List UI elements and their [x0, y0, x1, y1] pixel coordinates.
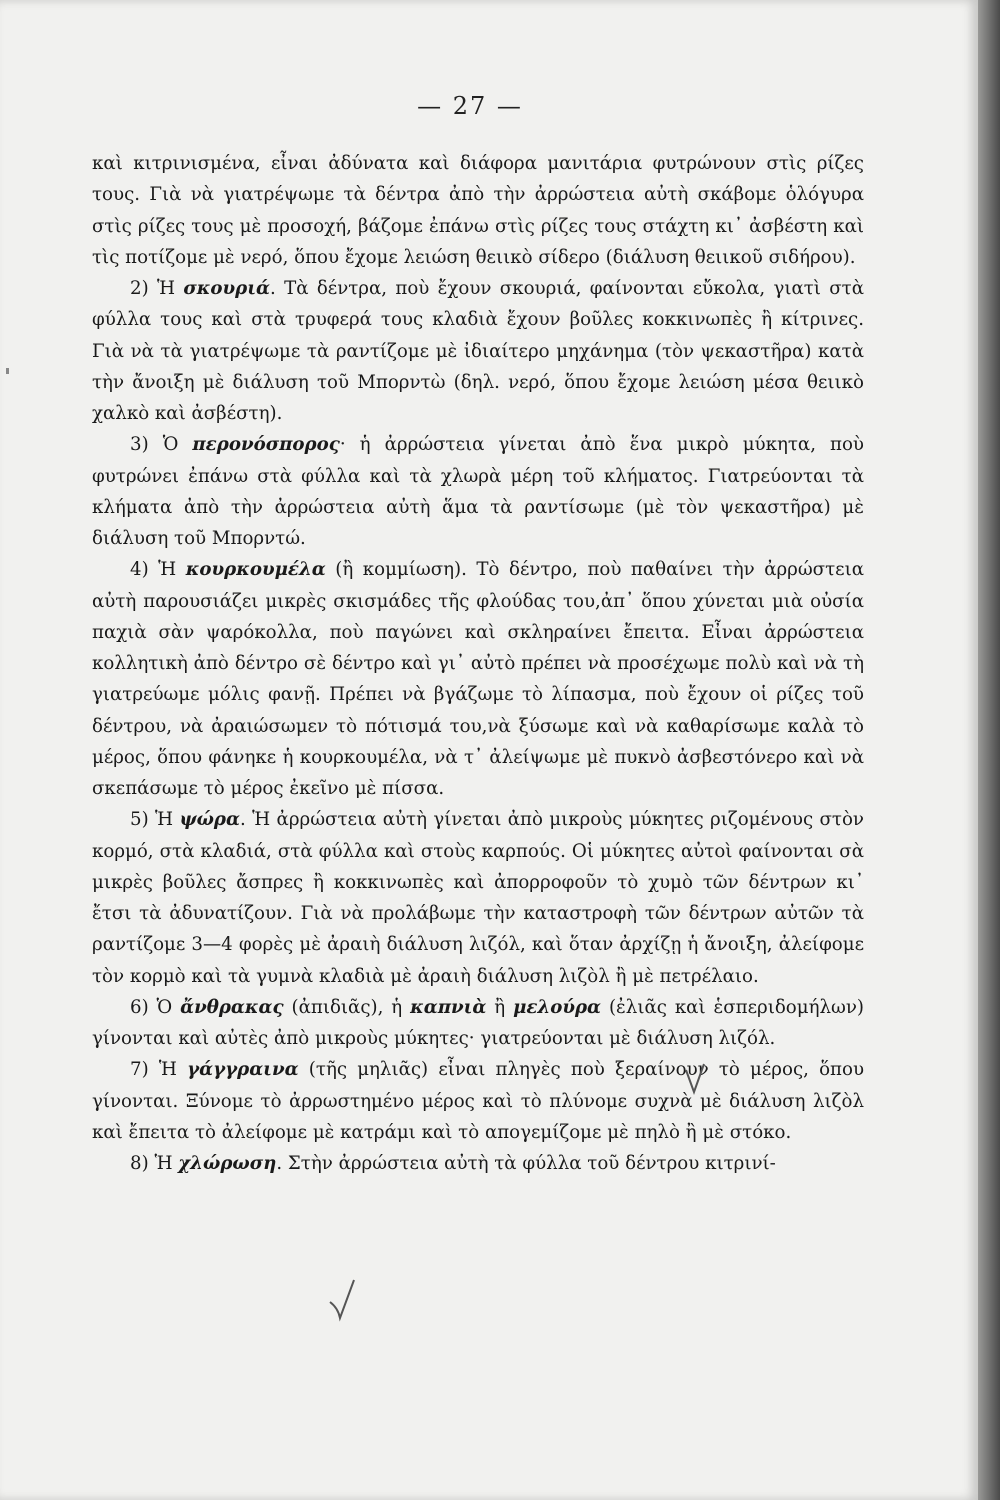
- disease-term: χλώρωση: [178, 1153, 277, 1174]
- paragraph-text: (ἐλιᾶς καὶ ἑσπεριδομήλων) γίνονται καὶ αὐτὲς ἀπὸ μικροὺς μύκητες· γιατρεύονται μὲ διάλυση λιζόλ.: [92, 996, 864, 1049]
- disease-term: γάγγραινα: [187, 1059, 299, 1081]
- item-prefix: 3) Ὁ: [130, 434, 193, 456]
- page-number: — 27 —: [417, 92, 523, 120]
- paragraph-text: (ἢ κομμίωση). Τὸ δέντρο, ποὺ παθαίνει τὴν ἀρρώστεια αὐτὴ παρουσιάζει μικρὲς σκισμάδες τῆς φλούδας του,ἀπ᾿ ὅπου χύνεται μιὰ οὐσία παχιὰ σὰν ψαρόκολλα, ποὺ παγώνει καὶ σκληραίνει ἔπειτα. Εἶναι ἀρρώστεια κολλητικὴ ἀπὸ δέντρο σὲ δέντρο καὶ γι᾿ αὐτὸ πρέπει νὰ προσέχωμε πολὺ καὶ νὰ τὴ γιατρεύωμε μόλις φανῇ. Πρέπει νὰ βγάζωμε τὸ λίπασμα, ποὺ ἔχουν οἱ ρίζες τοῦ δέντρου, νὰ ἀραιώσωμεν τὸ πότισμά του,νὰ ξύσωμε καὶ νὰ καθαρίσωμε καλὰ τὸ μέρος, ὅπου φάνηκε ἡ κουρκουμέλα, νὰ τ᾿ ἀλείψωμε μὲ πυκνὸ ἀσβεστόνερο καὶ νὰ σκεπάσωμε τὸ μέρος ἐκεῖνο μὲ πίσσα.: [92, 559, 864, 799]
- item-prefix: 8) Ἡ: [130, 1153, 179, 1174]
- disease-term: καπνιὰ: [410, 996, 487, 1018]
- disease-term: ἄνθρακας: [180, 996, 284, 1018]
- disease-term: περονόσπορος: [192, 434, 340, 456]
- item-prefix: 7) Ἡ: [130, 1059, 188, 1081]
- disease-term: σκουριά: [183, 278, 271, 299]
- paragraph-2-rust: [92, 273, 864, 429]
- paragraph-text: . Στὴν ἀρρώστεια αὐτὴ τὰ φύλλα τοῦ δέντρου κιτρινί-: [276, 1153, 776, 1174]
- disease-term: κουρκουμέλα: [185, 559, 326, 581]
- paragraph-3-peronospora: [92, 429, 864, 554]
- paragraph-1: [92, 148, 864, 273]
- paragraph-4-gummosis: [92, 554, 864, 804]
- item-prefix: 6) Ὁ: [130, 996, 181, 1018]
- page-edge: [978, 0, 1000, 1500]
- item-prefix: 4) Ἡ: [130, 559, 186, 581]
- paragraph-text: καὶ κιτρινισμένα, εἶναι ἀδύνατα καὶ διάφορα μανιτάρια φυτρώνουν στὶς ρίζες τους. Γιὰ νὰ γιατρέψωμε τὰ δέντρα ἀπὸ τὴν ἀρρώστεια αὐτὴ σκάβομε ὁλόγυρα στὶς ρίζες τους μὲ προσοχή, βάζομε ἐπάνω στὶς ρίζες τους στάχτη κι᾿ ἀσβέστη καὶ τὶς ποτίζομε μὲ νερό, ὅπου ἔχομε λειώση θειικὸ σίδερο (διάλυση θειικοῦ σιδήρου).: [92, 153, 864, 268]
- item-prefix: 2) Ἡ: [130, 278, 184, 299]
- disease-term: μελούρα: [513, 996, 602, 1018]
- paragraph-text: ἢ: [486, 996, 514, 1018]
- paragraph-text: . Ἡ ἀρρώστεια αὐτὴ γίνεται ἀπὸ μικροὺς μύκητες ριζομένους στὸν κορμό, στὰ κλαδιά, στὰ φύλλα καὶ στοὺς καρπούς. Οἱ μύκητες αὐτοὶ φαίνονται σὰ μικρὲς βοῦλες ἄσπρες ἢ κοκκινωπὲς καὶ ἀπορροφοῦν τὸ χυμὸ τῶν δέντρων κι᾿ ἔτσι τὰ ἀδυνατίζουν. Γιὰ νὰ προλάβωμε τὴν καταστροφὴ τῶν δέντρων αὐτῶν τὰ ραντίζομε 3—4 φορὲς μὲ ἀραιὴ διάλυση λιζόλ, καὶ ὅταν ἀρχίζῃ ἡ ἄνοιξη, ἀλείφομε τὸν κορμὸ καὶ τὰ γυμνὰ κλαδιὰ μὲ ἀραιὴ διάλυση λιζὸλ ἢ μὲ πετρέλαιο.: [92, 809, 864, 987]
- pencil-check-icon: [682, 1062, 708, 1098]
- disease-term: ψώρα: [179, 809, 240, 831]
- paragraph-text: · ἡ ἀρρώστεια γίνεται ἀπὸ ἕνα μικρὸ μύκητα, ποὺ φυτρώνει ἐπάνω στὰ φύλλα καὶ τὰ χλωρὰ μέρη τοῦ κλήματος. Γιατρεύονται τὰ κλήματα ἀπὸ τὴν ἀρρώστεια αὐτὴ ἅμα τὰ ραντίσωμε (μὲ τὸν ψεκαστῆρα) μὲ διάλυση τοῦ Μπορντώ.: [92, 434, 864, 549]
- margin-mark: [6, 368, 9, 374]
- paragraph-8-chlorosis: [92, 1148, 864, 1179]
- pencil-check-icon: [328, 1278, 358, 1322]
- paragraph-text: (τῆς μηλιᾶς) εἶναι πληγὲς ποὺ ξεραίνουν τὸ μέρος, ὅπου γίνονται. Ξύνομε τὸ ἀρρωστημένο μέρος καὶ τὸ πλύνομε συχνὰ μὲ διάλυση λιζὸλ καὶ ἔπειτα τὸ ἀλείφομε μὲ κατράμι καὶ τὸ απογεμίζομε μὲ πηλὸ ἢ μὲ στόκο.: [92, 1059, 864, 1143]
- paragraph-7-gangrene: [92, 1054, 864, 1148]
- page-body: [92, 148, 864, 1179]
- paragraph-text: . Τὰ δέντρα, ποὺ ἔχουν σκουριά, φαίνονται εὔκολα, γιατὶ στὰ φύλλα τους καὶ στὰ τρυφερά τους κλαδιὰ ἔχουν βοῦλες κοκκινωπὲς ἢ κίτρινες. Γιὰ νὰ τὰ γιατρέψωμε τὰ ραντίζομε μὲ ἰδιαίτερο μηχάνημα (τὸν ψεκαστῆρα) κατὰ τὴν ἄνοιξη μὲ διάλυση τοῦ Μπορντὼ (δηλ. νερό, ὅπου ἔχομε λειώση μέσα θειικὸ χαλκὸ καὶ ἀσβέστη).: [92, 278, 864, 424]
- paragraph-6-anthracnose: [92, 992, 864, 1055]
- paragraph-5-scab: [92, 804, 864, 992]
- paragraph-text: (ἀπιδιᾶς), ἡ: [283, 996, 411, 1018]
- item-prefix: 5) Ἡ: [130, 809, 180, 831]
